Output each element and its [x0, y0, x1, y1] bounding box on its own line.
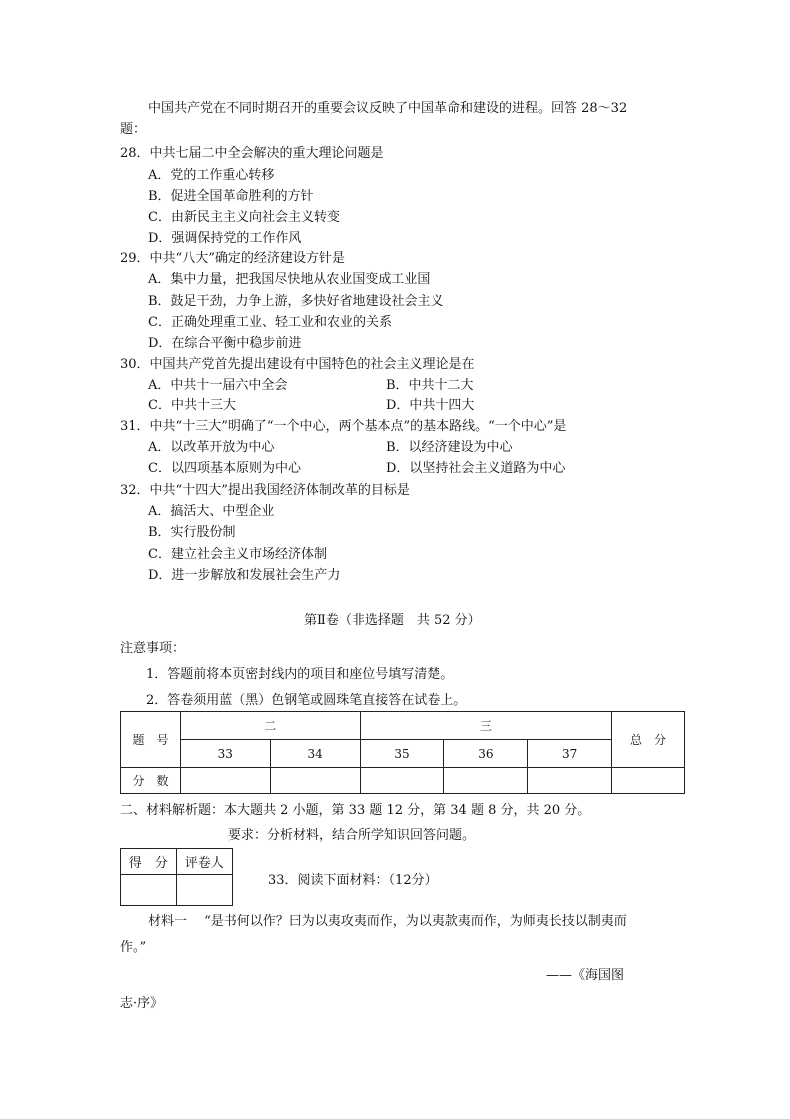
question-31-option-b: B．以经济建设为中心	[386, 440, 513, 455]
question-33-prompt: 33．阅读下面材料：（12分）	[268, 873, 438, 888]
question-29-stem: 29．中共“八大”确定的经济建设方针是	[120, 251, 345, 266]
group-three-header: 三	[360, 712, 612, 740]
note-2: 2．答卷须用蓝（黑）色钢笔或圆珠笔直接答在试卷上。	[146, 693, 467, 708]
material-1-line-1: 材料一 “是书何以作？曰为以夷攻夷而作，为以夷款夷而作，为师夷长技以制夷而	[148, 914, 627, 929]
question-32-option-a: A．搞活大、中型企业	[148, 504, 275, 519]
grader-score-label: 得 分	[121, 849, 177, 875]
grader-name-label: 评卷人	[176, 849, 232, 875]
question-30-stem: 30．中国共产党首先提出建设有中国特色的社会主义理论是在	[120, 357, 475, 372]
total-score-label: 总 分	[612, 712, 685, 768]
question-31-option-d: D．以坚持社会主义道路为中心	[386, 461, 566, 476]
question-28-option-c: C．由新民主主义向社会主义转变	[148, 210, 340, 225]
question-32-option-b: B．实行股份制	[148, 525, 236, 540]
intro-line-2: 题：	[120, 122, 147, 137]
question-31-option-c: C．以四项基本原则为中心	[148, 461, 301, 476]
question-28-option-b: B．促进全国革命胜利的方针	[148, 189, 314, 204]
score-cell-36[interactable]	[444, 768, 528, 794]
question-number-label: 题 号	[121, 712, 181, 768]
score-row-label: 分 数	[121, 768, 181, 794]
question-31-stem: 31．中共“十三大”明确了“一个中心，两个基本点”的基本路线。“一个中心”是	[120, 419, 567, 434]
notes-heading: 注意事项：	[120, 641, 186, 656]
question-29-option-c: C．正确处理重工业、轻工业和农业的关系	[148, 315, 392, 330]
score-cell-total[interactable]	[612, 768, 685, 794]
intro-line-1: 中国共产党在不同时期召开的重要会议反映了中国革命和建设的进程。回答 28～32	[148, 101, 628, 116]
question-32-stem: 32．中共“十四大”提出我国经济体制改革的目标是	[120, 483, 410, 498]
column-35: 35	[360, 740, 444, 768]
group-two-header: 二	[180, 712, 360, 740]
question-29-option-b: B．鼓足干劲，力争上游，多快好省地建设社会主义	[148, 294, 444, 309]
grader-score-cell[interactable]	[121, 875, 177, 906]
part-2-heading: 二、材料解析题：本大题共 2 小题，第 33 题 12 分，第 34 题 8 分，共 20 分。	[120, 803, 591, 818]
material-1-line-2: 作。”	[120, 940, 147, 955]
question-31-option-a: A．以改革开放为中心	[148, 440, 275, 455]
column-37: 37	[528, 740, 612, 768]
question-32-option-d: D．进一步解放和发展社会生产力	[148, 568, 341, 583]
column-34: 34	[270, 740, 360, 768]
question-30-option-d: D．中共十四大	[386, 398, 475, 413]
material-source-line-2: 志·序》	[120, 996, 164, 1011]
part-2-requirement: 要求：分析材料，结合所学知识回答问题。	[228, 828, 476, 843]
material-source-line-1: ——《海国图	[546, 968, 625, 983]
question-29-option-d: D．在综合平衡中稳步前进	[148, 336, 302, 351]
section-2-title: 第Ⅱ卷（非选择题 共 52 分）	[304, 613, 481, 628]
score-cell-34[interactable]	[270, 768, 360, 794]
question-30-option-b: B．中共十二大	[386, 378, 474, 393]
score-cell-33[interactable]	[180, 768, 270, 794]
question-28-option-d: D．强调保持党的工作作风	[148, 231, 302, 246]
question-28-stem: 28．中共七届二中全会解决的重大理论问题是	[120, 146, 384, 161]
question-30-option-a: A．中共十一届六中全会	[148, 378, 288, 393]
score-table	[120, 711, 685, 794]
question-28-option-a: A．党的工作重心转移	[148, 168, 275, 183]
question-30-option-c: C．中共十三大	[148, 398, 236, 413]
note-1: 1．答题前将本页密封线内的项目和座位号填写清楚。	[146, 667, 454, 682]
score-cell-37[interactable]	[528, 768, 612, 794]
grader-name-cell[interactable]	[176, 875, 232, 906]
column-33: 33	[180, 740, 270, 768]
question-29-option-a: A．集中力量，把我国尽快地从农业国变成工业国	[148, 272, 431, 287]
column-36: 36	[444, 740, 528, 768]
question-32-option-c: C．建立社会主义市场经济体制	[148, 547, 327, 562]
score-cell-35[interactable]	[360, 768, 444, 794]
grader-box	[120, 848, 233, 906]
